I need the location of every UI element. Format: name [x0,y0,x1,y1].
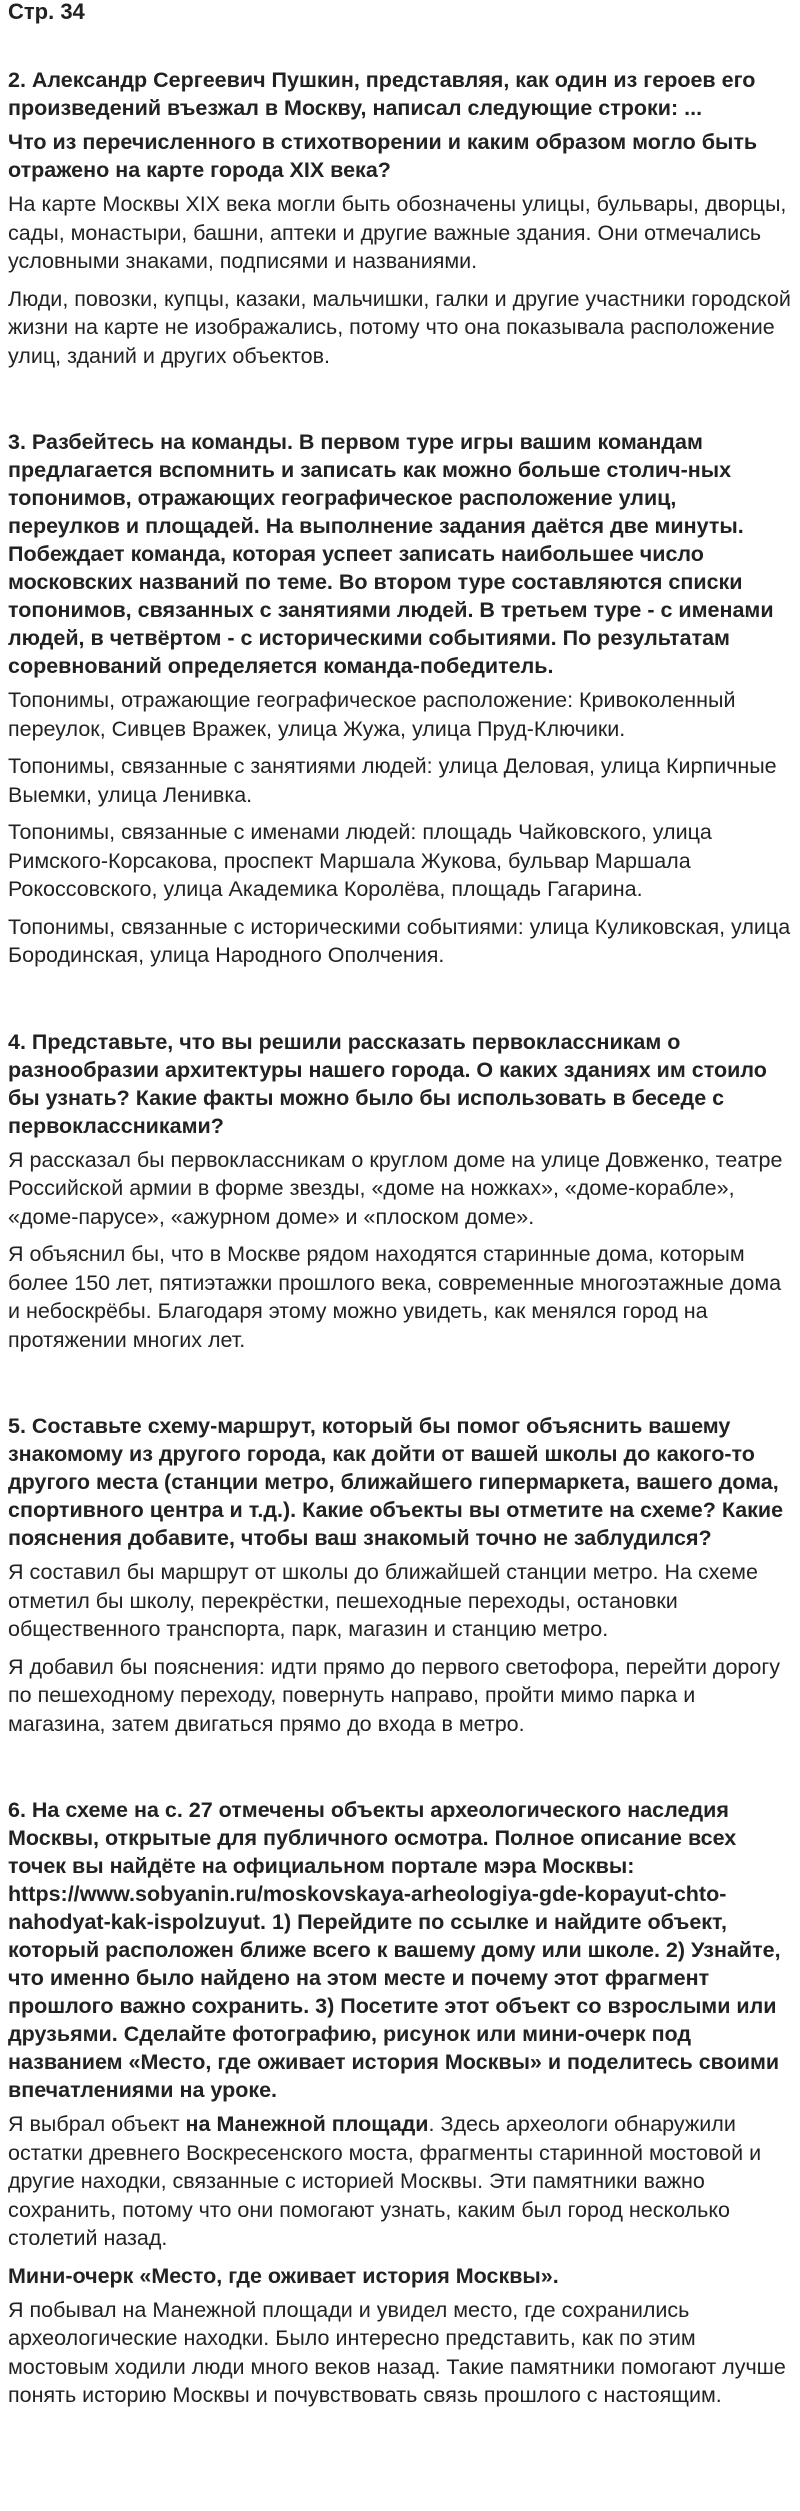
task-3-question: 3. Разбейтесь на команды. В первом туре игры вашим командам предлагается вспомнить и записать как можно больше столич-ных топонимов, отражающих географическое расположение улиц, переулков и площадей. На выполнение задания даётся две минуты. Побеждает команда, которая успеет записать наибольшее число московских названий по теме. Во втором туре составляются списки топонимов, связанных с занятиями людей. В третьем туре - с именами людей, в четвёртом - с историческими событиями. По результатам соревнований определяется команда-победитель. [8,430,774,678]
page-number: Стр. 34 [8,0,85,24]
task-5-answer-1: Я составил бы маршрут от школы до ближайшей станции метро. На схеме отметил бы школу, перекрёстки, пешеходные переходы, остановки общественного транспорта, парк, магазин и станцию метро. [8,1560,758,1641]
task-2 [8,66,792,370]
task-6-answer [8,2110,792,2253]
task-6-answer-rest: . Здесь археологи обнаружили остатки древнего Воскресенского моста, фрагменты старинной мостовой и другие находки, связанные с историей Москвы. Эти памятники важно сохранить, потому что они помогают узнать, каким был город несколько столетий назад. [8,2112,762,2250]
task-3 [8,428,792,970]
task-2-answer-1: На карте Москвы XIX века могли быть обозначены улицы, бульвары, дворцы, сады, монастыри, башни, аптеки и другие важные здания. Они отмечались условными знаками, подписями и названиями. [8,192,787,273]
task-4-question: 4. Представьте, что вы решили рассказать первоклассникам о разнообразии архитектуры нашего города. О каких зданиях им стоило бы узнать? Какие факты можно было бы использовать в беседе с первоклассниками? [8,1029,767,1138]
task-2-question: Что из перечисленного в стихотворении и каким образом могло быть отражено на карте города XIX века? [8,130,758,182]
task-6-essay-text: Я побывал на Манежной площади и увидел место, где сохранились археологические находки. Было интересно представить, как по этим мостовым ходили люди много веков назад. Такие памятники помогают лучше понять историю Москвы и почувствовать связь прошлого с настоящим. [8,2297,786,2407]
task-5-question: 5. Составьте схему-маршрут, который бы помог объяснить вашему знакомому из другого города, как дойти от вашей школы до какого-то другого места (станции метро, ближайшего гипермаркета, вашего дома, спортивного центра и т.д.). Какие объекты вы отметите на схеме? Какие пояснения добавите, чтобы ваш знакомый точно не заблудился? [8,1414,784,1550]
task-6 [8,1796,792,2410]
task-4 [8,1028,792,1355]
task-5-answer-2: Я добавил бы пояснения: идти прямо до первого светофора, перейти дорогу по пешеходному переходу, повернуть направо, пройти мимо парка и магазина, затем двигаться прямо до входа в метро. [8,1654,780,1736]
task-6-answer-intro: Я выбрал объект [8,2112,186,2136]
task-3-answer-3: Топонимы, связанные с именами людей: площадь Чайковского, улица Римского-Корсакова, проспект Маршала Жукова, бульвар Маршала Рокоссовского, улица Академика Королёва, площадь Гагарина. [8,820,712,901]
task-3-answer-4: Топонимы, связанные с историческими событиями: улица Куликовская, улица Бородинская, улица Народного Ополчения. [8,914,791,967]
task-6-answer-place: на Манежной площади [185,2112,429,2136]
task-3-answer-1: Топонимы, отражающие географическое расположение: Кривоколенный переулок, Сивцев Вражек, улица Жужа, улица Пруд-Ключики. [8,688,736,741]
task-6-question: 6. На схеме на с. 27 отмечены объекты археологического наследия Москвы, открытые для публичного осмотра. Полное описание всех точек вы найдёте на официальном портале мэра Москвы: https://www.sobyanin.ru/moskovskaya-arheologiya-gde-kopayut-chto-nahodyat-kak-ispolzuyut. 1) Перейдите по ссылке и найдите объект, который расположен ближе всего к вашему дому или школе. 2) Узнайте, что именно было найдено на этом месте и почему этот фрагмент прошлого важно сохранить. 3) Посетите этот объект со взрослыми или друзьями. Сделайте фотографию, рисунок или мини-очерк под названием «Место, где оживает история Москвы» и поделитесь своими впечатлениями на уроке. [8,1798,781,2102]
task-2-answer-2: Люди, повозки, купцы, казаки, мальчишки, галки и другие участники городской жизни на карте не изображались, потому что она показывала расположение улиц, зданий и других объектов. [8,286,791,368]
task-5 [8,1412,792,1738]
task-3-answer-2: Топонимы, связанные с занятиями людей: улица Деловая, улица Кирпичные Выемки, улица Ленивка. [8,754,777,807]
task-6-essay-title: Мини-очерк «Место, где оживает история Москвы». [8,2263,559,2288]
task-4-answer-2: Я объяснил бы, что в Москве рядом находятся старинные дома, которым более 150 лет, пятиэтажки прошлого века, современные многоэтажные дома и небоскрёбы. Благодаря этому можно увидеть, как менялся город на протяжении многих лет. [8,1242,782,1352]
task-4-answer-1: Я рассказал бы первоклассникам о круглом доме на улице Довженко, театре Российской армии в форме звезды, «доме на ножках», «доме-корабле», «доме-парусе», «ажурном доме» и «плоском доме». [8,1147,783,1229]
task-2-question-intro: 2. Александр Сергеевич Пушкин, представляя, как один из героев его произведений въезжал в Москву, написал следующие строки: ... [8,68,756,120]
